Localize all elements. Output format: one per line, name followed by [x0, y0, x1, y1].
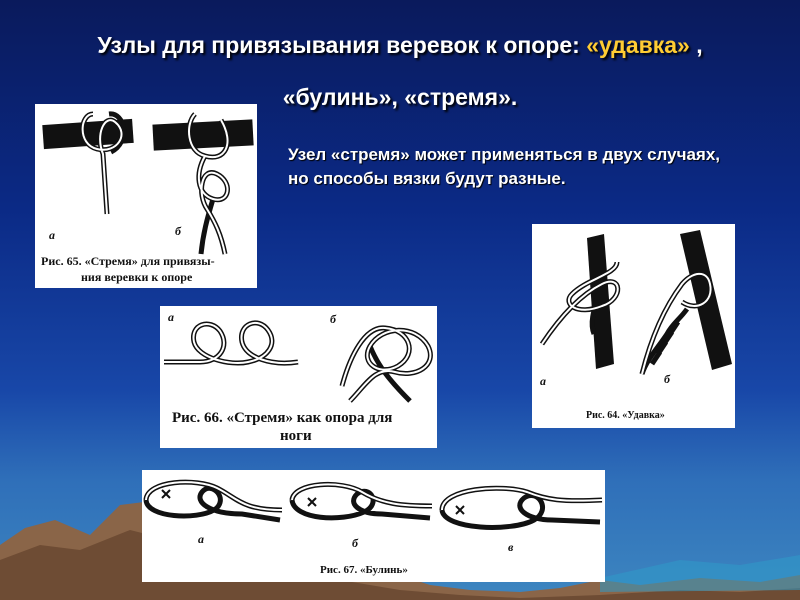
fig67-label-a: а: [198, 532, 204, 546]
fig66-label-a: а: [168, 310, 174, 324]
slide-title-line2: «булинь», «стремя».: [282, 84, 518, 110]
fig64-label-b: б: [664, 372, 670, 386]
figure-67-bowline: [142, 470, 605, 582]
slide-title-line1: Узлы для привязывания веревок к опоре: «удавка» ,: [97, 32, 703, 58]
noose-illustration: [532, 224, 735, 428]
fig67-caption: Рис. 67. «Булинь»: [320, 564, 408, 576]
fig67-label-v: в: [508, 540, 514, 554]
fig64-label-a: а: [540, 374, 546, 388]
fig65-caption-line1: Рис. 65. «Стремя» для привязы-: [41, 254, 215, 268]
figure-65-stirrup: [35, 104, 257, 288]
figure-66-stirrup-foot: [160, 306, 437, 448]
fig66-caption-line2: ноги: [280, 428, 312, 444]
title-accent: «удавка»: [586, 32, 690, 58]
fig65-label-b: б: [175, 224, 181, 238]
fig65-caption-line2: ния веревки к опоре: [81, 270, 193, 284]
figure-64-noose: [532, 224, 735, 428]
fig67-label-b: б: [352, 536, 358, 550]
fig65-label-a: а: [49, 228, 55, 242]
note-text: Узел «стремя» может применяться в двух случаях, но способы вязки будут разные.: [288, 145, 721, 188]
fig66-label-b: б: [330, 312, 336, 326]
fig66-caption-line1: Рис. 66. «Стремя» как опора для: [172, 410, 393, 426]
fig64-caption: Рис. 64. «Удавка»: [586, 410, 665, 421]
